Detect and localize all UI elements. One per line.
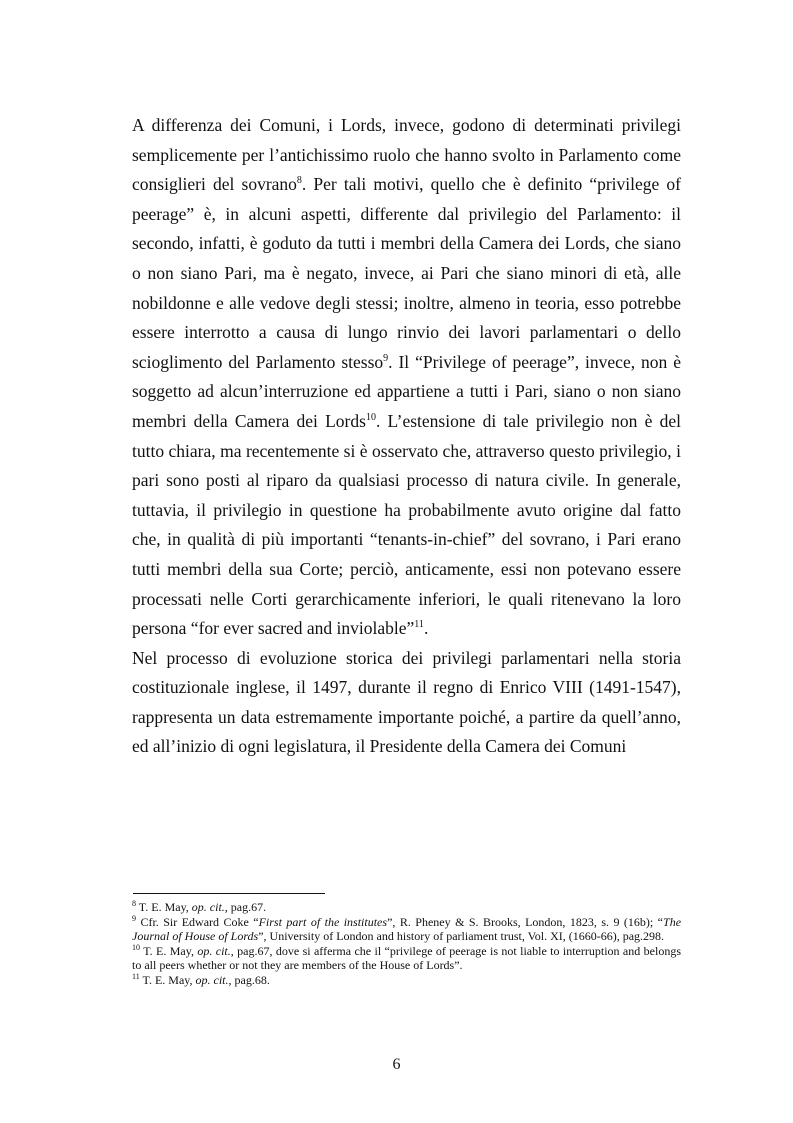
footnote-italic: op. cit.: [195, 972, 229, 987]
footnote-9: [132, 915, 681, 944]
footnote-text: , pag.67.: [224, 900, 267, 914]
footnote-number: 9: [132, 913, 136, 923]
footnote-ref-11[interactable]: 11: [414, 619, 424, 631]
footnote-number: 8: [132, 899, 136, 908]
footnote-text: , pag.68.: [228, 972, 270, 987]
footnote-text: T. E. May,: [142, 972, 196, 987]
footnote-text: Cfr. Sir Edward Coke “: [140, 914, 259, 929]
footnote-ref-10[interactable]: 10: [365, 411, 376, 423]
footnotes: [132, 900, 681, 988]
footnote-italic: op. cit.: [197, 943, 231, 958]
paragraph-text: . Il “Privilege of peerage”, invece, non è soggetto ad alcun’interruzione ed appartiene a tutti i Pari, siano o non siano membri della Camera dei Lords: [132, 351, 682, 431]
paragraph-text: . L’estensione di tale privilegio non è del tutto chiara, ma recentemente si è osservato che, attraverso questo privilegio, i pari sono posti al riparo da qualsiasi processo di natura civile. In generale, tuttavia, il privilegio in questione ha probabilmente avuto origine dal fatto che, in qualità di più importanti “tenants-in-chief” del sovrano, i Pari erano tutti membri della sua Corte; perciò, anticamente, essi non potevano essere processati nelle Corti gerarchicamente inferiori, le quali ritenevano la loro persona “for ever sacred and inviolable”: [132, 410, 681, 639]
footnote-number: 10: [132, 942, 140, 952]
paragraph-historical-evolution: Nel processo di evoluzione storica dei privilegi parlamentari nella storia costituzionale inglese, il 1497, durante il regno di Enrico VIII (1491-1547), rappresenta un data estremamente importante poiché, a partire da quell’anno, ed all’inizio di ogni legislatura, il Presidente della Camera dei Comuni: [132, 647, 681, 757]
paragraph-text: . Per tali motivi, quello che è definito “privilege of peerage” è, in alcuni aspetti, differente dal privilegio del Parlamento: il secondo, infatti, è goduto da tutti i membri della Camera dei Lords, che siano o non siano Pari, ma è negato, invece, ai Pari che siano minori di età, alle nobildonne e alle vedove degli stessi; inoltre, almeno in teoria, esso potrebbe essere interrotto a causa di lungo rinvio dei lavori parlamentari o dello scioglimento del Parlamento stesso: [132, 174, 681, 372]
footnote-11: [132, 973, 681, 988]
footnote-italic: op. cit.: [191, 900, 225, 914]
footnote-ref-9[interactable]: 9: [383, 352, 389, 364]
paragraph-text: A differenza dei Comuni, i Lords, invece, godono di determinati privilegi semplicemente per l’antichissimo ruolo che hanno svolto in Parlamento come consiglieri del sovrano: [132, 115, 681, 195]
footnote-text: T. E. May,: [138, 900, 192, 914]
footnote-text: T. E. May,: [143, 943, 198, 958]
footnote-divider: [133, 893, 325, 894]
body-text: [132, 111, 681, 762]
footnote-italic: The Journal of House of Lords: [132, 914, 682, 944]
footnote-text: ”, University of London and history of parliament trust, Vol. XI, (1660-66), pag.298.: [258, 929, 665, 944]
footnote-8: [132, 900, 681, 915]
footnote-ref-8[interactable]: 8: [296, 175, 302, 187]
footnote-10: [132, 944, 681, 973]
footnote-text: ”, R. Pheney & S. Brooks, London, 1823, s. 9 (16b); “: [387, 914, 664, 929]
footnote-text: , pag.67, dove si afferma che il “privilege of peerage is not liable to interruption and belongs to all peers whether or not they are members of the House of Lords”.: [132, 943, 681, 973]
footnote-italic: First part of the institutes: [258, 914, 388, 929]
page-number: 6: [392, 1056, 401, 1073]
footnote-number: 11: [132, 971, 140, 981]
paragraph-text: .: [423, 618, 429, 639]
paragraph-lords-privilege: [132, 111, 681, 644]
